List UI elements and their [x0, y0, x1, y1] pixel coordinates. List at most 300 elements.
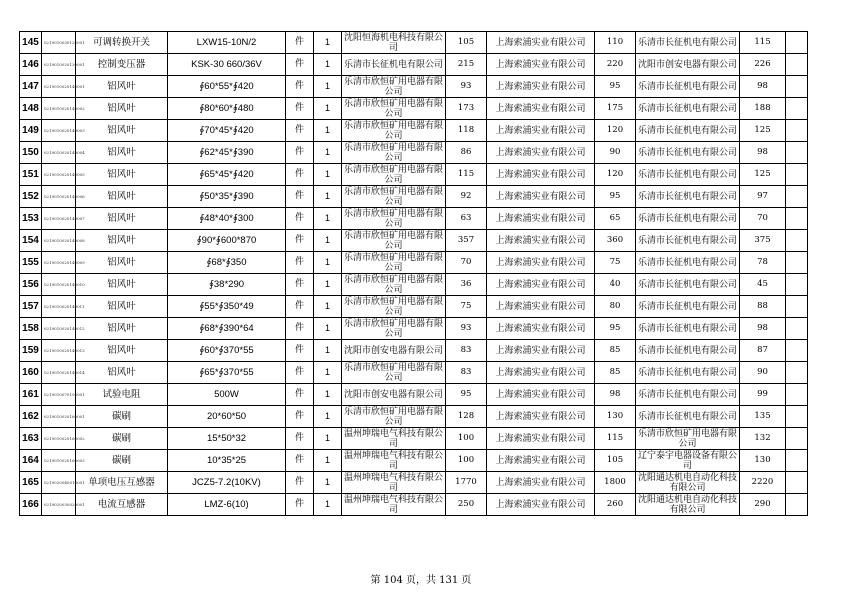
remark-cell — [786, 428, 808, 450]
supplier-1-cell: 乐清市欣恒矿用电器有限公司 — [342, 98, 446, 120]
item-model-cell: ∮55*∮350*49 — [168, 296, 286, 318]
item-name-cell: 碳刷 — [76, 406, 168, 428]
supplier-3-cell: 乐清市长征机电有限公司 — [636, 98, 740, 120]
item-unit-cell: 件 — [286, 472, 314, 494]
supplier-1-cell: 乐清市欣恒矿用电器有限公司 — [342, 142, 446, 164]
price-3-cell: 2220 — [740, 472, 786, 494]
supplier-2-cell: 上海索浦实业有限公司 — [487, 76, 595, 98]
item-quantity-cell: 1 — [314, 472, 342, 494]
price-1-cell: 63 — [446, 208, 487, 230]
supplier-1-cell: 沈阳市创安电器有限公司 — [342, 384, 446, 406]
price-3-cell: 99 — [740, 384, 786, 406]
price-3-cell: 125 — [740, 164, 786, 186]
item-model-cell: ∮62*45*∮390 — [168, 142, 286, 164]
material-code-cell: 0219010070150001 — [42, 384, 76, 406]
price-2-cell: 110 — [595, 32, 636, 54]
price-1-cell: 1770 — [446, 472, 487, 494]
item-quantity-cell: 1 — [314, 142, 342, 164]
item-quantity-cell: 1 — [314, 252, 342, 274]
item-name-cell: 单项电压互感器 — [76, 472, 168, 494]
row-number-cell: 146 — [20, 54, 42, 76]
row-number-cell: 145 — [20, 32, 42, 54]
supplier-1-cell: 温州坤瑞电气科技有限公司 — [342, 428, 446, 450]
item-unit-cell: 件 — [286, 450, 314, 472]
remark-cell — [786, 76, 808, 98]
supplier-3-cell: 乐清市长征机电有限公司 — [636, 252, 740, 274]
material-code-cell: 0219010020140003 — [42, 120, 76, 142]
price-1-cell: 357 — [446, 230, 487, 252]
supplier-2-cell: 上海索浦实业有限公司 — [487, 450, 595, 472]
price-3-cell: 290 — [740, 494, 786, 516]
item-unit-cell: 件 — [286, 164, 314, 186]
remark-cell — [786, 208, 808, 230]
supplier-1-cell: 乐清市欣恒矿用电器有限公司 — [342, 164, 446, 186]
item-quantity-cell: 1 — [314, 186, 342, 208]
supplier-3-cell: 乐清市长征机电有限公司 — [636, 274, 740, 296]
material-code-cell: 0219010020140006 — [42, 186, 76, 208]
price-2-cell: 95 — [595, 186, 636, 208]
supplier-1-cell: 乐清市欣恒矿用电器有限公司 — [342, 274, 446, 296]
item-name-cell: 铝风叶 — [76, 98, 168, 120]
price-2-cell: 120 — [595, 120, 636, 142]
price-2-cell: 260 — [595, 494, 636, 516]
item-model-cell: ∮48*40*∮300 — [168, 208, 286, 230]
supplier-3-cell: 乐清市长征机电有限公司 — [636, 142, 740, 164]
price-1-cell: 115 — [446, 164, 487, 186]
material-code-cell: 0219010020140014 — [42, 362, 76, 384]
item-unit-cell: 件 — [286, 230, 314, 252]
item-model-cell: ∮70*45*∮420 — [168, 120, 286, 142]
supplier-3-cell: 乐清市长征机电有限公司 — [636, 208, 740, 230]
row-number-cell: 159 — [20, 340, 42, 362]
material-code-cell: 0219010020160001 — [42, 406, 76, 428]
item-name-cell: 铝风叶 — [76, 142, 168, 164]
remark-cell — [786, 296, 808, 318]
supplier-3-cell: 乐清市长征机电有限公司 — [636, 32, 740, 54]
remark-cell — [786, 318, 808, 340]
supplier-2-cell: 上海索浦实业有限公司 — [487, 252, 595, 274]
price-2-cell: 175 — [595, 98, 636, 120]
supplier-2-cell: 上海索浦实业有限公司 — [487, 32, 595, 54]
item-unit-cell: 件 — [286, 54, 314, 76]
item-name-cell: 铝风叶 — [76, 186, 168, 208]
supplier-3-cell: 乐清市长征机电有限公司 — [636, 340, 740, 362]
price-2-cell: 105 — [595, 450, 636, 472]
price-3-cell: 90 — [740, 362, 786, 384]
item-model-cell: ∮50*35*∮390 — [168, 186, 286, 208]
item-unit-cell: 件 — [286, 362, 314, 384]
remark-cell — [786, 450, 808, 472]
table-row — [20, 384, 808, 406]
material-code-cell: 0219010030120001 — [42, 32, 76, 54]
table-row — [20, 318, 808, 340]
item-quantity-cell: 1 — [314, 296, 342, 318]
supplier-3-cell: 乐清市长征机电有限公司 — [636, 76, 740, 98]
row-number-cell: 150 — [20, 142, 42, 164]
item-name-cell: 铝风叶 — [76, 296, 168, 318]
item-unit-cell: 件 — [286, 98, 314, 120]
price-3-cell: 125 — [740, 120, 786, 142]
supplier-3-cell: 乐清市长征机电有限公司 — [636, 296, 740, 318]
row-number-cell: 155 — [20, 252, 42, 274]
remark-cell — [786, 274, 808, 296]
price-1-cell: 93 — [446, 76, 487, 98]
row-number-cell: 151 — [20, 164, 42, 186]
item-model-cell: 20*60*50 — [168, 406, 286, 428]
material-code-cell: 0219020030020001 — [42, 494, 76, 516]
material-code-cell: 0219010020140004 — [42, 142, 76, 164]
item-unit-cell: 件 — [286, 296, 314, 318]
supplier-1-cell: 乐清市欣恒矿用电器有限公司 — [342, 362, 446, 384]
item-model-cell: LXW15-10N/2 — [168, 32, 286, 54]
table-row — [20, 164, 808, 186]
remark-cell — [786, 362, 808, 384]
item-name-cell: 铝风叶 — [76, 252, 168, 274]
price-2-cell: 98 — [595, 384, 636, 406]
price-2-cell: 1800 — [595, 472, 636, 494]
table-body — [20, 32, 808, 516]
row-number-cell: 161 — [20, 384, 42, 406]
row-number-cell: 154 — [20, 230, 42, 252]
remark-cell — [786, 252, 808, 274]
row-number-cell: 149 — [20, 120, 42, 142]
row-number-cell: 153 — [20, 208, 42, 230]
price-2-cell: 40 — [595, 274, 636, 296]
price-1-cell: 86 — [446, 142, 487, 164]
remark-cell — [786, 120, 808, 142]
item-unit-cell: 件 — [286, 252, 314, 274]
price-3-cell: 97 — [740, 186, 786, 208]
item-model-cell: ∮90*∮600*870 — [168, 230, 286, 252]
item-model-cell: ∮60*∮370*55 — [168, 340, 286, 362]
supplier-1-cell: 乐清市欣恒矿用电器有限公司 — [342, 208, 446, 230]
remark-cell — [786, 186, 808, 208]
item-model-cell: ∮80*60*∮480 — [168, 98, 286, 120]
supplier-3-cell: 乐清市长征机电有限公司 — [636, 230, 740, 252]
supplier-1-cell: 乐清市长征机电有限公司 — [342, 54, 446, 76]
item-quantity-cell: 1 — [314, 120, 342, 142]
price-1-cell: 128 — [446, 406, 487, 428]
item-unit-cell: 件 — [286, 494, 314, 516]
material-code-cell: 0219010020140005 — [42, 164, 76, 186]
supplier-2-cell: 上海索浦实业有限公司 — [487, 362, 595, 384]
price-3-cell: 135 — [740, 406, 786, 428]
supplier-2-cell: 上海索浦实业有限公司 — [487, 340, 595, 362]
material-code-cell: 0219010020160002 — [42, 428, 76, 450]
row-number-cell: 166 — [20, 494, 42, 516]
price-3-cell: 78 — [740, 252, 786, 274]
supplier-3-cell: 乐清市长征机电有限公司 — [636, 186, 740, 208]
item-name-cell: 电流互感器 — [76, 494, 168, 516]
item-model-cell: ∮68*∮350 — [168, 252, 286, 274]
row-number-cell: 156 — [20, 274, 42, 296]
material-code-cell: 0219010020140012 — [42, 318, 76, 340]
item-model-cell: JCZ5-7.2(10KV) — [168, 472, 286, 494]
price-2-cell: 95 — [595, 318, 636, 340]
item-quantity-cell: 1 — [314, 32, 342, 54]
item-name-cell: 铝风叶 — [76, 120, 168, 142]
remark-cell — [786, 384, 808, 406]
supplier-3-cell: 乐清市长征机电有限公司 — [636, 164, 740, 186]
remark-cell — [786, 142, 808, 164]
item-name-cell: 铝风叶 — [76, 76, 168, 98]
price-1-cell: 92 — [446, 186, 487, 208]
supplier-2-cell: 上海索浦实业有限公司 — [487, 494, 595, 516]
supplier-2-cell: 上海索浦实业有限公司 — [487, 142, 595, 164]
supplier-1-cell: 温州坤瑞电气科技有限公司 — [342, 494, 446, 516]
supplier-1-cell: 沈阳恒海机电科技有限公司 — [342, 32, 446, 54]
item-quantity-cell: 1 — [314, 318, 342, 340]
price-3-cell: 88 — [740, 296, 786, 318]
item-name-cell: 碳刷 — [76, 450, 168, 472]
row-number-cell: 147 — [20, 76, 42, 98]
material-code-cell: 0219020040010001 — [42, 472, 76, 494]
supplier-1-cell: 沈阳市创安电器有限公司 — [342, 340, 446, 362]
material-code-cell: 0219010020130001 — [42, 54, 76, 76]
material-code-cell: 0219010020140002 — [42, 98, 76, 120]
supplier-2-cell: 上海索浦实业有限公司 — [487, 406, 595, 428]
table-row — [20, 142, 808, 164]
item-name-cell: 铝风叶 — [76, 208, 168, 230]
table-row — [20, 450, 808, 472]
table-row — [20, 494, 808, 516]
supplier-2-cell: 上海索浦实业有限公司 — [487, 318, 595, 340]
remark-cell — [786, 98, 808, 120]
page-footer: 第 104 页，共 131 页 — [370, 575, 472, 586]
price-2-cell: 120 — [595, 164, 636, 186]
supplier-2-cell: 上海索浦实业有限公司 — [487, 164, 595, 186]
row-number-cell: 158 — [20, 318, 42, 340]
item-unit-cell: 件 — [286, 340, 314, 362]
price-2-cell: 130 — [595, 406, 636, 428]
item-unit-cell: 件 — [286, 208, 314, 230]
supplier-2-cell: 上海索浦实业有限公司 — [487, 54, 595, 76]
supplier-1-cell: 温州坤瑞电气科技有限公司 — [342, 450, 446, 472]
price-1-cell: 215 — [446, 54, 487, 76]
item-model-cell: 15*50*32 — [168, 428, 286, 450]
price-2-cell: 85 — [595, 340, 636, 362]
price-1-cell: 95 — [446, 384, 487, 406]
table-row — [20, 406, 808, 428]
row-number-cell: 164 — [20, 450, 42, 472]
supplier-2-cell: 上海索浦实业有限公司 — [487, 384, 595, 406]
supplier-2-cell: 上海索浦实业有限公司 — [487, 98, 595, 120]
supplier-2-cell: 上海索浦实业有限公司 — [487, 296, 595, 318]
material-code-cell: 0219010020160003 — [42, 450, 76, 472]
supplier-2-cell: 上海索浦实业有限公司 — [487, 230, 595, 252]
item-model-cell: ∮68*∮390*64 — [168, 318, 286, 340]
item-name-cell: 控制变压器 — [76, 54, 168, 76]
remark-cell — [786, 230, 808, 252]
item-name-cell: 铝风叶 — [76, 164, 168, 186]
item-quantity-cell: 1 — [314, 362, 342, 384]
supplier-3-cell: 沈阳通达机电自动化科技有限公司 — [636, 494, 740, 516]
table-row — [20, 472, 808, 494]
item-unit-cell: 件 — [286, 274, 314, 296]
item-quantity-cell: 1 — [314, 164, 342, 186]
supplier-3-cell: 乐清市长征机电有限公司 — [636, 406, 740, 428]
table-row — [20, 362, 808, 384]
supplier-1-cell: 乐清市欣恒矿用电器有限公司 — [342, 296, 446, 318]
item-name-cell: 铝风叶 — [76, 230, 168, 252]
material-code-cell: 0219010020140008 — [42, 230, 76, 252]
supplier-2-cell: 上海索浦实业有限公司 — [487, 186, 595, 208]
material-code-cell: 0219010020140007 — [42, 208, 76, 230]
item-model-cell: ∮65*45*∮420 — [168, 164, 286, 186]
price-2-cell: 80 — [595, 296, 636, 318]
supplier-3-cell: 沈阳市创安电器有限公司 — [636, 54, 740, 76]
material-code-cell: 0219010020140009 — [42, 252, 76, 274]
item-quantity-cell: 1 — [314, 54, 342, 76]
item-quantity-cell: 1 — [314, 340, 342, 362]
item-name-cell: 试验电阻 — [76, 384, 168, 406]
supplier-1-cell: 乐清市欣恒矿用电器有限公司 — [342, 252, 446, 274]
price-1-cell: 83 — [446, 340, 487, 362]
row-number-cell: 162 — [20, 406, 42, 428]
item-quantity-cell: 1 — [314, 384, 342, 406]
table-row — [20, 208, 808, 230]
remark-cell — [786, 494, 808, 516]
material-code-cell: 0219010020140013 — [42, 340, 76, 362]
item-quantity-cell: 1 — [314, 428, 342, 450]
item-unit-cell: 件 — [286, 406, 314, 428]
price-2-cell: 95 — [595, 76, 636, 98]
row-number-cell: 152 — [20, 186, 42, 208]
price-1-cell: 83 — [446, 362, 487, 384]
supplier-3-cell: 乐清市欣恒矿用电器有限公司 — [636, 428, 740, 450]
supplier-3-cell: 乐清市长征机电有限公司 — [636, 318, 740, 340]
item-quantity-cell: 1 — [314, 98, 342, 120]
price-2-cell: 90 — [595, 142, 636, 164]
price-3-cell: 98 — [740, 142, 786, 164]
item-quantity-cell: 1 — [314, 406, 342, 428]
remark-cell — [786, 54, 808, 76]
price-2-cell: 115 — [595, 428, 636, 450]
price-1-cell: 105 — [446, 32, 487, 54]
supplier-2-cell: 上海索浦实业有限公司 — [487, 472, 595, 494]
price-2-cell: 220 — [595, 54, 636, 76]
price-3-cell: 130 — [740, 450, 786, 472]
table-row — [20, 32, 808, 54]
remark-cell — [786, 472, 808, 494]
price-3-cell: 87 — [740, 340, 786, 362]
table-row — [20, 230, 808, 252]
price-3-cell: 375 — [740, 230, 786, 252]
supplier-1-cell: 温州坤瑞电气科技有限公司 — [342, 472, 446, 494]
table-row — [20, 54, 808, 76]
supplier-3-cell: 辽宁泰宇电器设备有限公司 — [636, 450, 740, 472]
remark-cell — [786, 340, 808, 362]
price-3-cell: 226 — [740, 54, 786, 76]
supplier-1-cell: 乐清市欣恒矿用电器有限公司 — [342, 186, 446, 208]
remark-cell — [786, 164, 808, 186]
item-name-cell: 铝风叶 — [76, 362, 168, 384]
item-model-cell: ∮65*∮370*55 — [168, 362, 286, 384]
supplier-1-cell: 乐清市欣恒矿用电器有限公司 — [342, 120, 446, 142]
supplier-2-cell: 上海索浦实业有限公司 — [487, 428, 595, 450]
price-1-cell: 118 — [446, 120, 487, 142]
item-model-cell: ∮38*290 — [168, 274, 286, 296]
item-name-cell: 可调转换开关 — [76, 32, 168, 54]
table-row — [20, 120, 808, 142]
price-1-cell: 70 — [446, 252, 487, 274]
price-3-cell: 115 — [740, 32, 786, 54]
supplier-2-cell: 上海索浦实业有限公司 — [487, 208, 595, 230]
item-quantity-cell: 1 — [314, 208, 342, 230]
item-unit-cell: 件 — [286, 428, 314, 450]
item-unit-cell: 件 — [286, 120, 314, 142]
item-unit-cell: 件 — [286, 76, 314, 98]
row-number-cell: 165 — [20, 472, 42, 494]
supplier-1-cell: 乐清市欣恒矿用电器有限公司 — [342, 76, 446, 98]
price-2-cell: 85 — [595, 362, 636, 384]
price-3-cell: 98 — [740, 318, 786, 340]
price-comparison-table — [19, 31, 808, 516]
row-number-cell: 148 — [20, 98, 42, 120]
table-row — [20, 186, 808, 208]
item-name-cell: 铝风叶 — [76, 274, 168, 296]
supplier-1-cell: 乐清市欣恒矿用电器有限公司 — [342, 230, 446, 252]
supplier-3-cell: 乐清市长征机电有限公司 — [636, 362, 740, 384]
price-3-cell: 188 — [740, 98, 786, 120]
item-unit-cell: 件 — [286, 318, 314, 340]
table-row — [20, 340, 808, 362]
item-model-cell: 10*35*25 — [168, 450, 286, 472]
price-1-cell: 93 — [446, 318, 487, 340]
item-name-cell: 铝风叶 — [76, 318, 168, 340]
price-3-cell: 70 — [740, 208, 786, 230]
item-unit-cell: 件 — [286, 142, 314, 164]
price-1-cell: 75 — [446, 296, 487, 318]
item-quantity-cell: 1 — [314, 230, 342, 252]
supplier-3-cell: 沈阳通达机电自动化科技有限公司 — [636, 472, 740, 494]
row-number-cell: 163 — [20, 428, 42, 450]
price-1-cell: 250 — [446, 494, 487, 516]
price-3-cell: 132 — [740, 428, 786, 450]
table-row — [20, 274, 808, 296]
supplier-3-cell: 乐清市长征机电有限公司 — [636, 384, 740, 406]
supplier-1-cell: 乐清市欣恒矿用电器有限公司 — [342, 318, 446, 340]
price-1-cell: 36 — [446, 274, 487, 296]
price-2-cell: 75 — [595, 252, 636, 274]
table-row — [20, 76, 808, 98]
table-row — [20, 296, 808, 318]
material-code-cell: 0219010020140001 — [42, 76, 76, 98]
price-1-cell: 100 — [446, 450, 487, 472]
remark-cell — [786, 406, 808, 428]
item-model-cell: KSK-30 660/36V — [168, 54, 286, 76]
item-unit-cell: 件 — [286, 32, 314, 54]
item-name-cell: 铝风叶 — [76, 340, 168, 362]
price-3-cell: 98 — [740, 76, 786, 98]
supplier-1-cell: 乐清市欣恒矿用电器有限公司 — [342, 406, 446, 428]
material-code-cell: 0219010020140010 — [42, 274, 76, 296]
price-2-cell: 65 — [595, 208, 636, 230]
supplier-2-cell: 上海索浦实业有限公司 — [487, 120, 595, 142]
price-1-cell: 100 — [446, 428, 487, 450]
price-3-cell: 45 — [740, 274, 786, 296]
row-number-cell: 160 — [20, 362, 42, 384]
table-row — [20, 428, 808, 450]
item-quantity-cell: 1 — [314, 274, 342, 296]
supplier-2-cell: 上海索浦实业有限公司 — [487, 274, 595, 296]
table-row — [20, 252, 808, 274]
item-quantity-cell: 1 — [314, 494, 342, 516]
row-number-cell: 157 — [20, 296, 42, 318]
item-unit-cell: 件 — [286, 384, 314, 406]
supplier-3-cell: 乐清市长征机电有限公司 — [636, 120, 740, 142]
material-code-cell: 0219010020140011 — [42, 296, 76, 318]
